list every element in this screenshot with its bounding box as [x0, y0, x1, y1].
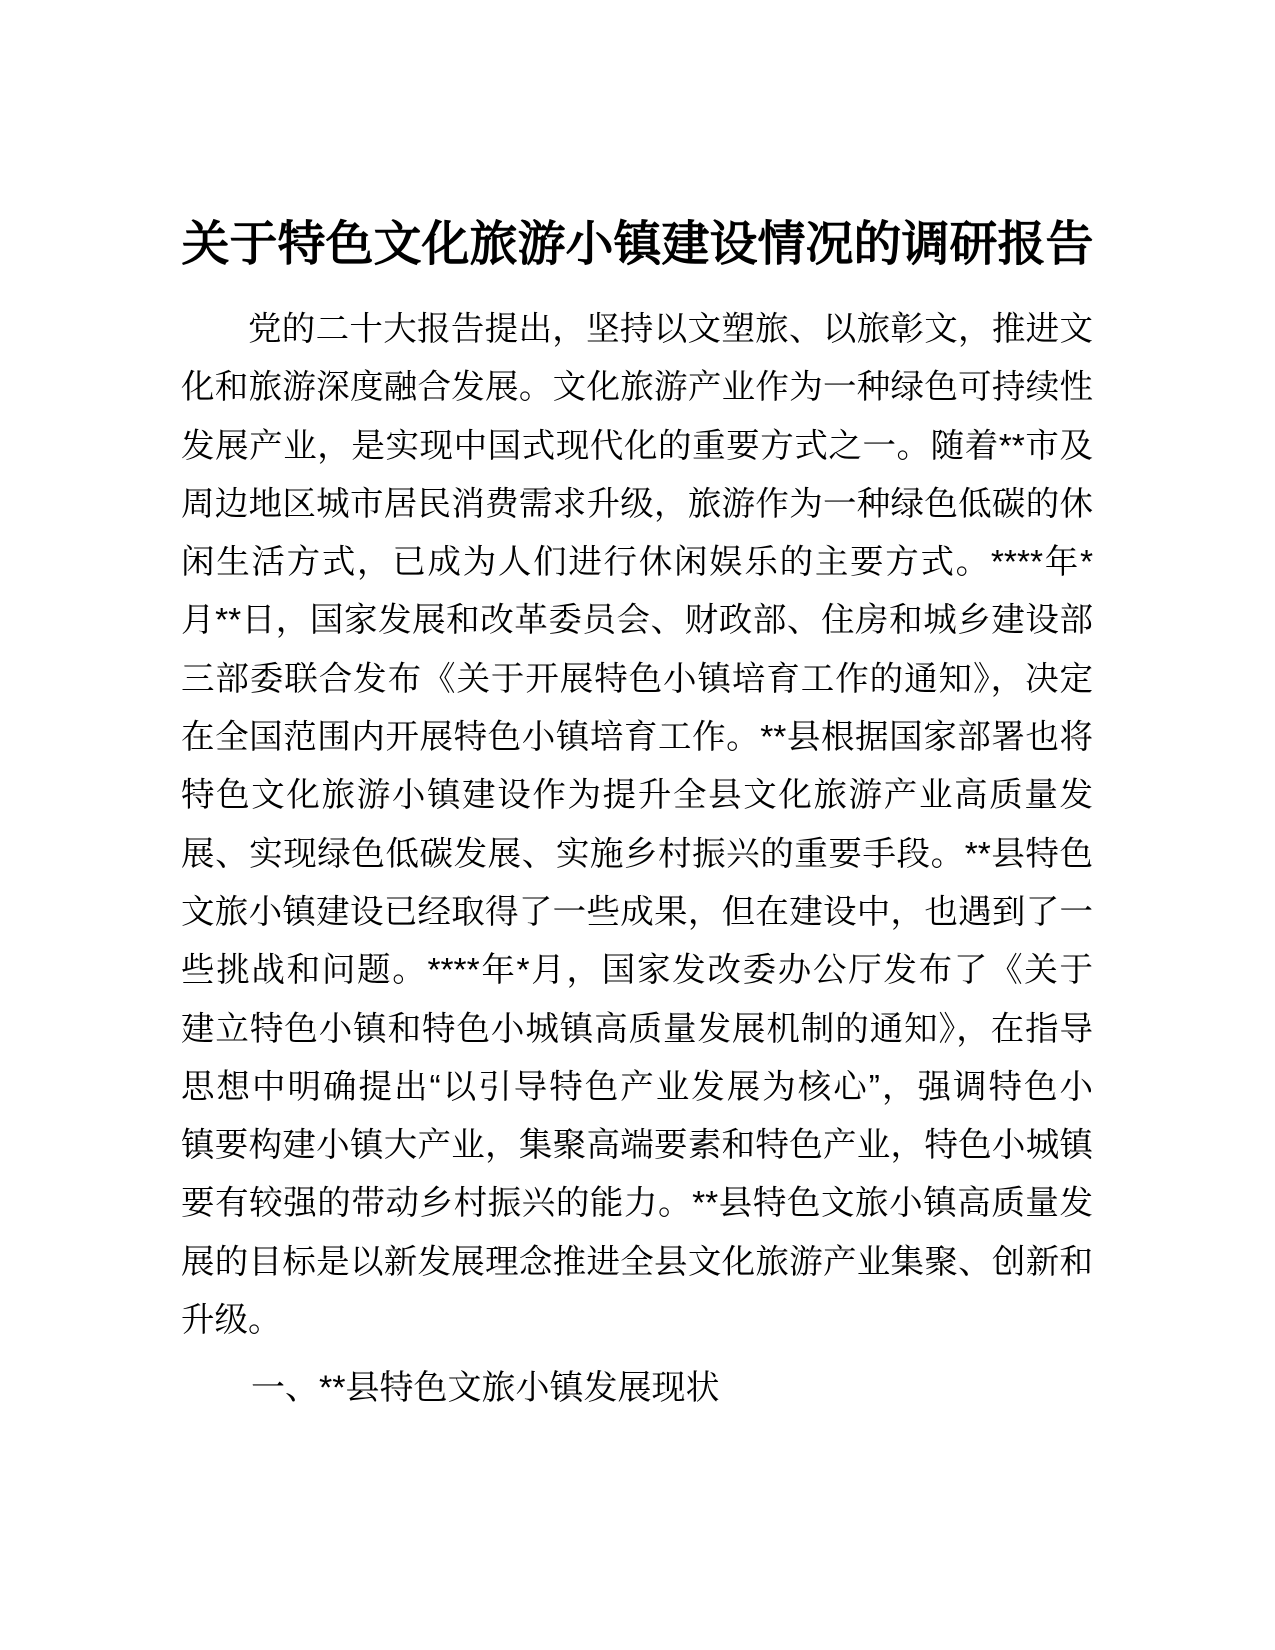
paragraph-line: 要有较强的带动乡村振兴的能力。**县特色文旅小镇高质量发	[181, 1185, 1093, 1223]
paragraph-line: 党的二十大报告提出，坚持以文塑旅、以旅彰文，推进文	[248, 311, 1093, 348]
paragraph-line: 发展产业，是实现中国式现代化的重要方式之一。随着**市及	[181, 427, 1093, 465]
section-heading: 一、**县特色文旅小镇发展现状	[251, 1369, 720, 1408]
paragraph-line: 思想中明确提出“以引导特色产业发展为核心”，强调特色小	[181, 1068, 1093, 1106]
document-title: 关于特色文化旅游小镇建设情况的调研报告	[181, 218, 1094, 271]
paragraph-line: 月**日，国家发展和改革委员会、财政部、住房和城乡建设部	[181, 602, 1093, 640]
paragraph-line: 化和旅游深度融合发展。文化旅游产业作为一种绿色可持续性	[181, 369, 1093, 407]
paragraph-line: 镇要构建小镇大产业，集聚高端要素和特色产业，特色小城镇	[181, 1127, 1093, 1165]
paragraph-line: 展的目标是以新发展理念推进全县文化旅游产业集聚、创新和	[181, 1243, 1093, 1281]
paragraph-line: 周边地区城市居民消费需求升级，旅游作为一种绿色低碳的休	[181, 485, 1093, 523]
paragraph-line: 在全国范围内开展特色小镇培育工作。**县根据国家部署也将	[181, 719, 1093, 757]
paragraph-line: 建立特色小镇和特色小城镇高质量发展机制的通知》，在指导	[181, 1010, 1093, 1048]
paragraph-line: 闲生活方式，已成为人们进行休闲娱乐的主要方式。****年*	[181, 544, 1093, 582]
paragraph-line: 文旅小镇建设已经取得了一些成果，但在建设中，也遇到了一	[181, 893, 1093, 931]
paragraph-line: 些挑战和问题。****年*月，国家发改委办公厅发布了《关于	[181, 952, 1093, 990]
paragraph-line: 三部委联合发布《关于开展特色小镇培育工作的通知》，决定	[181, 660, 1093, 698]
paragraph-line: 升级。	[181, 1302, 282, 1340]
paragraph-line: 展、实现绿色低碳发展、实施乡村振兴的重要手段。**县特色	[181, 835, 1093, 873]
paragraph-line: 特色文化旅游小镇建设作为提升全县文化旅游产业高质量发	[181, 777, 1093, 815]
body-paragraph	[181, 301, 1093, 1350]
